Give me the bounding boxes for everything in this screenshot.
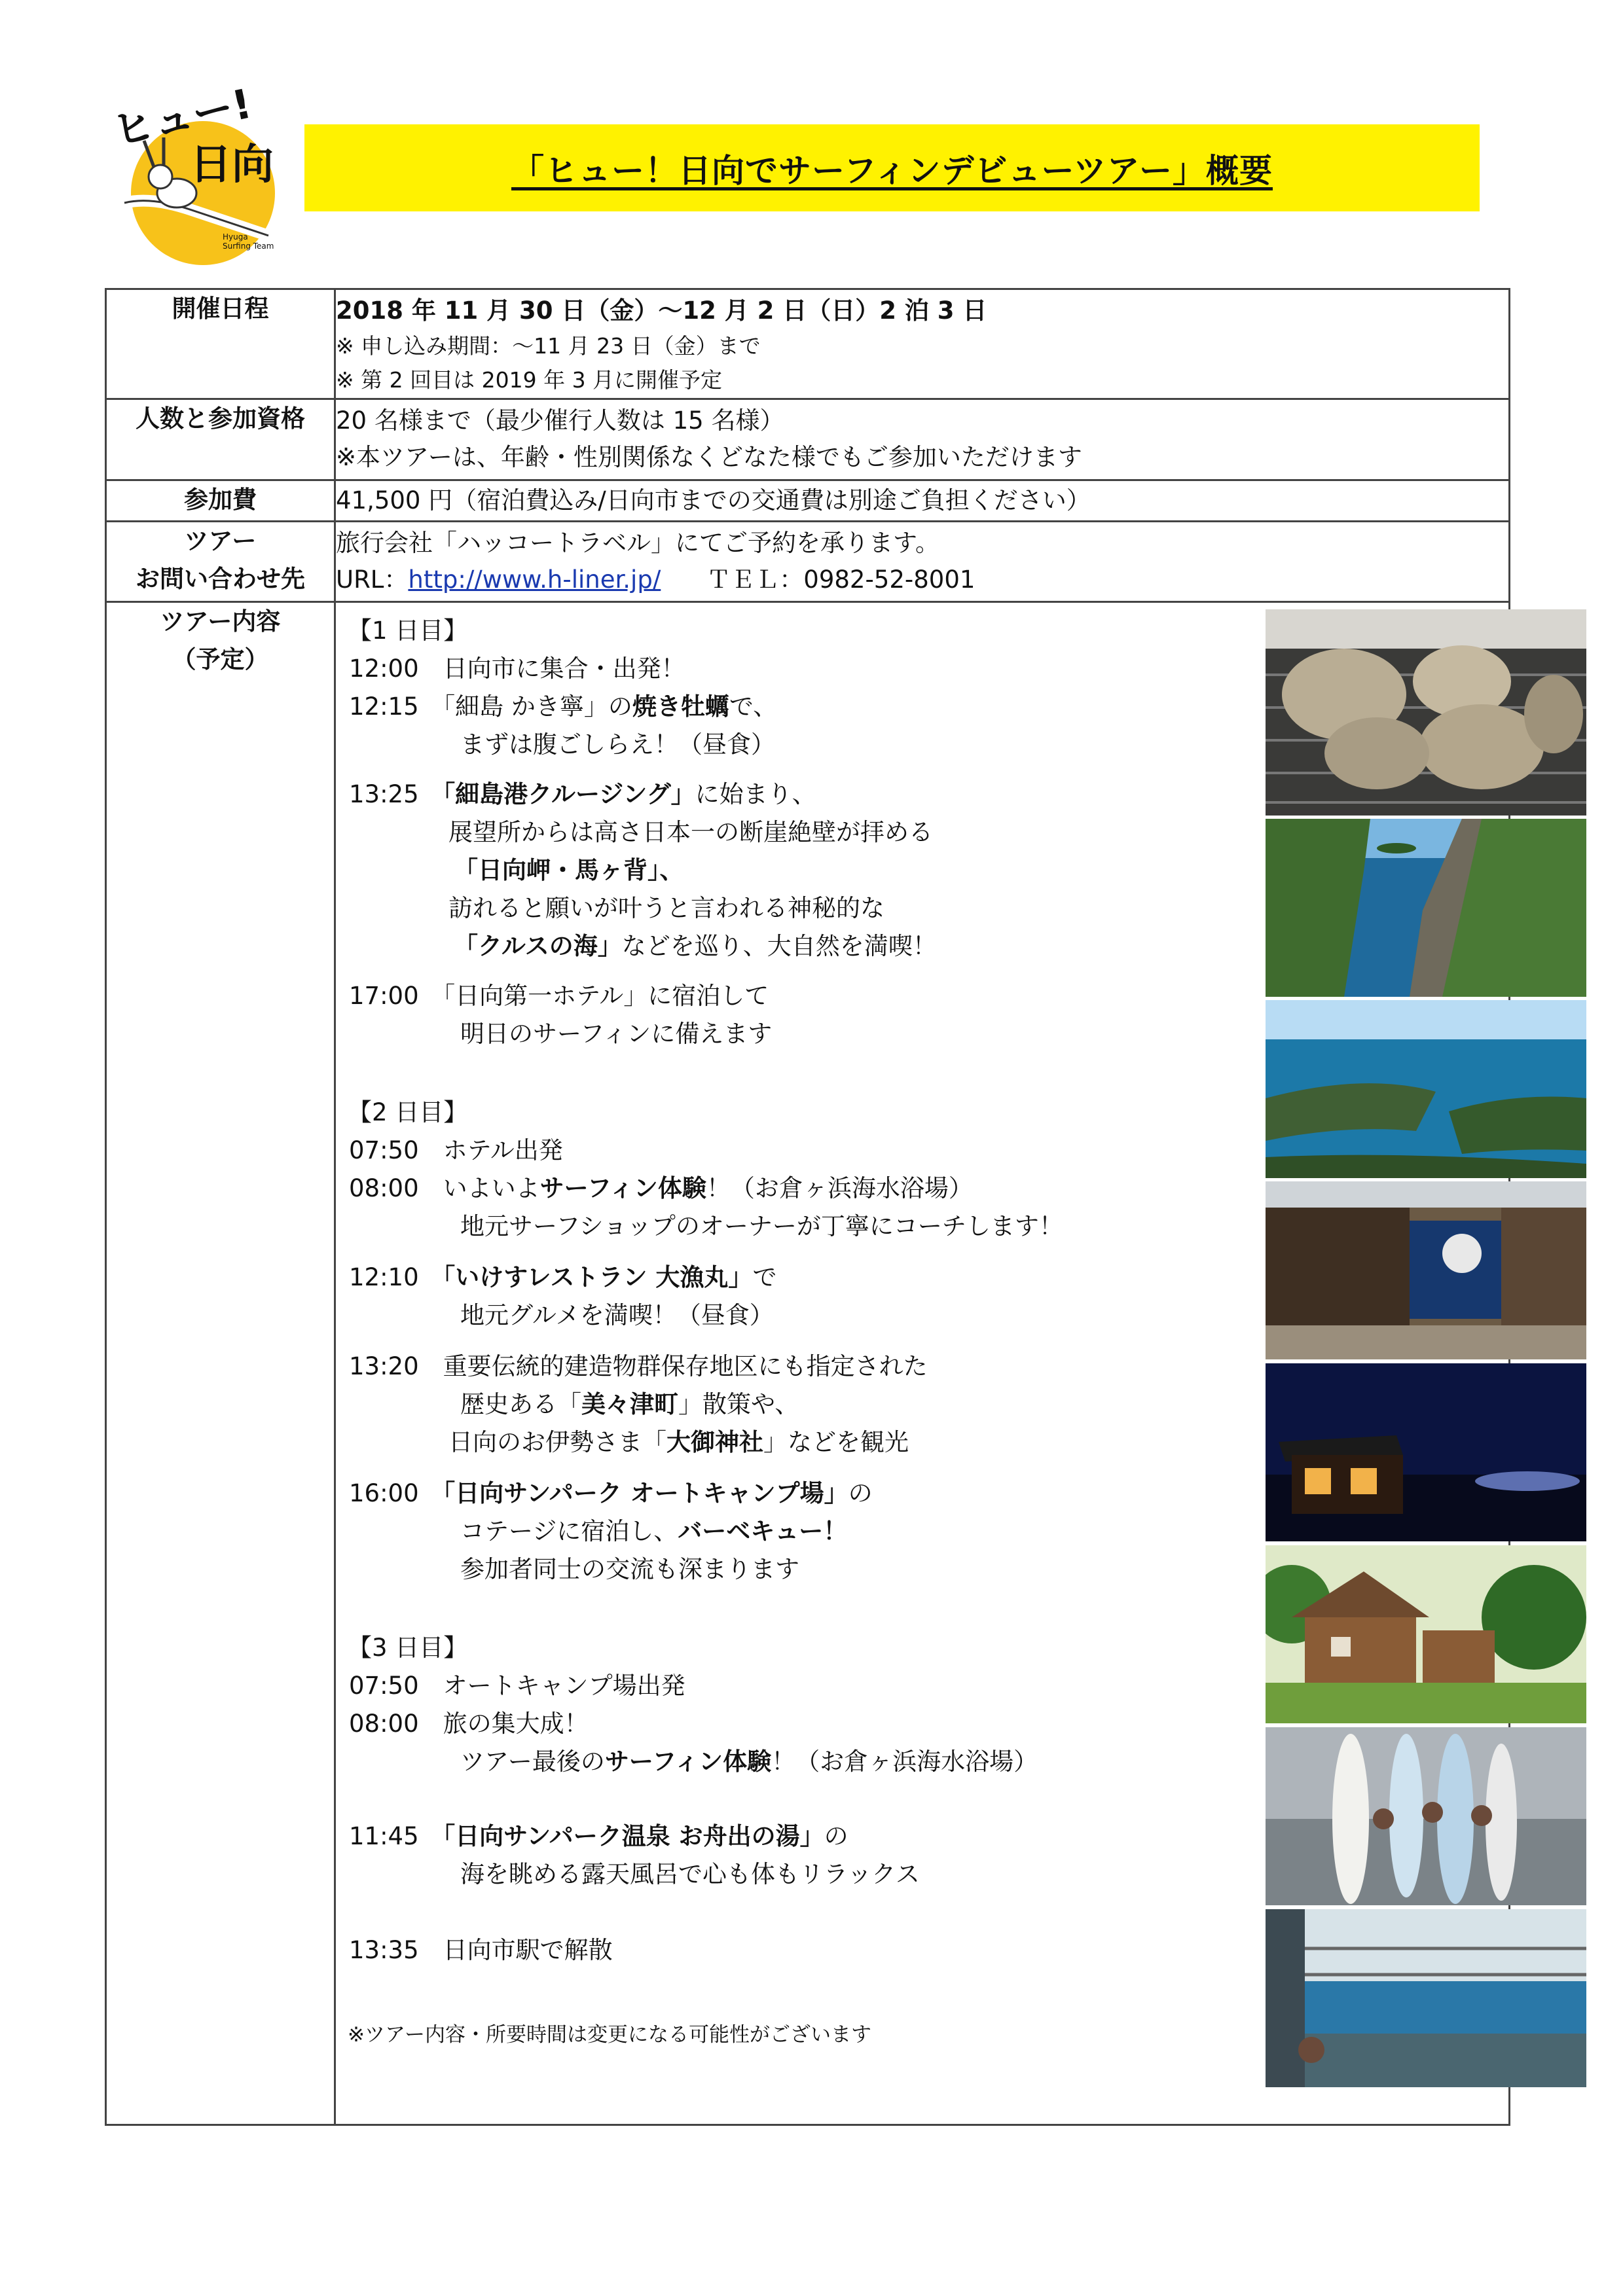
activity-text: 「日向第一ホテル」に宿泊して: [443, 982, 769, 1010]
activity-highlight: バーベキュー！: [678, 1517, 848, 1545]
activity-text: 重要伝統的建造物群保存地区にも指定された: [443, 1352, 928, 1380]
day1-header: 【1 日目】: [348, 617, 468, 645]
table-row-contact: [106, 522, 1510, 602]
activity-highlight: サーフィン体験: [539, 1174, 706, 1202]
schedule-item: [349, 1704, 589, 1739]
schedule-item: [454, 926, 937, 961]
label-contact-line-2: お問い合わせ先: [136, 565, 305, 593]
day3-header: 【3 日目】: [348, 1634, 468, 1662]
schedule-item: [349, 1930, 613, 1965]
content-contact: [335, 522, 1510, 602]
activity-text: ！（お倉ヶ浜海水浴場）: [771, 1748, 1038, 1776]
time: 12:00: [349, 655, 419, 683]
schedule-item: [349, 1816, 848, 1852]
activity-highlight: 焼き牡蠣: [632, 692, 729, 721]
activity-highlight: 「日向サンパーク温泉 お舟出の湯」: [443, 1822, 824, 1850]
schedule-item: [460, 1511, 847, 1547]
time: 13:20: [349, 1352, 419, 1380]
activity-text: 地元グルメを満喫！（昼食）: [460, 1301, 774, 1329]
activity-text: 訪れると願いが叶うと言われる神秘的な: [448, 894, 884, 922]
schedule-item: [349, 687, 777, 722]
fee-line: 41,500 円（宿泊費込み/日向市までの交通費は別途ご負担ください）: [336, 486, 1091, 514]
grilled-oyster-photo: [1266, 609, 1586, 816]
schedule-item: [349, 1666, 685, 1701]
logo-text-bottom: 日向: [190, 141, 274, 189]
time: 08:00: [349, 1710, 419, 1738]
activity-text: などを巡り、大自然を満喫！: [621, 932, 937, 960]
url-label: URL：: [336, 565, 409, 594]
activity-text: の: [824, 1822, 848, 1850]
schedule-item: [349, 1473, 873, 1509]
capacity-line-2: ※本ツアーは、年齢・性別関係なくどなた様でもご参加いただけます: [336, 443, 1082, 471]
schedule-item: [460, 1742, 1038, 1777]
activity-highlight: 「日向サンパーク オートキャンプ場」: [443, 1479, 848, 1507]
activity-highlight: 「細島港クルージング」: [443, 780, 695, 808]
schedule-item: [460, 1384, 799, 1420]
label-contact-line-1: ツアー: [184, 527, 257, 555]
activity-text: コテージに宿泊し、: [460, 1517, 678, 1545]
activity-highlight: サーフィン体験: [604, 1748, 772, 1776]
schedule-item: [349, 1346, 928, 1382]
content-tour: [335, 602, 1510, 2125]
travel-agency-link[interactable]: http://www.h-liner.jp/: [408, 565, 661, 594]
content-capacity: [335, 399, 1510, 480]
label-tour: [106, 602, 335, 2125]
schedule-note-1: ※ 申し込み期間：～11 月 23 日（金）まで: [336, 333, 761, 359]
activity-text: 日向市駅で解散: [443, 1936, 613, 1964]
contact-line-2: [336, 562, 1508, 598]
old-town-street-photo: [1266, 1181, 1586, 1359]
overview-table: [105, 288, 1510, 2126]
schedule-item: [349, 976, 769, 1011]
activity-text: いよいよ: [443, 1174, 540, 1202]
activity-text: の: [848, 1479, 873, 1507]
capacity-line-1: 20 名様まで（最少催行人数は 15 名様）: [336, 406, 784, 435]
label-schedule: 開催日程: [106, 289, 335, 399]
logo-text-top: ヒュー!: [108, 79, 256, 156]
shrine-night-photo: [1266, 1363, 1586, 1541]
label-fee: 参加費: [106, 480, 335, 522]
activity-text: まずは腹ごしらえ！（昼食）: [460, 730, 775, 759]
page-title: 「ヒュー！日向でサーフィンデビューツアー」概要: [511, 151, 1273, 190]
schedule-item: [349, 1257, 776, 1293]
logo: [98, 72, 288, 268]
activity-text: で、: [729, 692, 778, 721]
activity-highlight: 大御神社: [666, 1428, 763, 1456]
table-row-schedule: [106, 289, 1510, 399]
time: 11:45: [349, 1822, 419, 1850]
activity-highlight: 美々津町: [581, 1390, 678, 1418]
surfboards-beach-photo: [1266, 1727, 1586, 1905]
activity-text: に始まり、: [695, 780, 816, 808]
title-banner: [304, 124, 1480, 211]
activity-text: 」などを観光: [763, 1428, 909, 1456]
time: 07:50: [349, 1672, 419, 1700]
activity-text: ！（お倉ヶ浜海水浴場）: [706, 1174, 973, 1202]
schedule-item: [349, 649, 685, 684]
activity-text: ツアー最後の: [460, 1748, 605, 1776]
table-row-tour: [106, 602, 1510, 2125]
activity-text: ホテル出発: [443, 1136, 563, 1164]
activity-text: 旅の集大成！: [443, 1710, 589, 1738]
logo-subtext: Hyuga Surfing Team: [223, 232, 274, 251]
cliff-coast-photo: [1266, 819, 1586, 997]
content-fee: [335, 480, 1510, 522]
activity-text: 日向市に集合・出発！: [443, 655, 685, 683]
label-tour-line-2: （予定）: [172, 645, 269, 673]
cottage-photo: [1266, 1545, 1586, 1723]
time: 08:00: [349, 1174, 419, 1202]
tel-number: ＴＥＬ：0982-52-8001: [706, 565, 976, 594]
activity-highlight: 「いけすレストラン 大漁丸」: [443, 1263, 753, 1291]
time: 16:00: [349, 1479, 419, 1507]
activity-text: 海を眺める露天風呂で心も体もリラックス: [460, 1860, 920, 1888]
time: 07:50: [349, 1136, 419, 1164]
onsen-sea-view-photo: [1266, 1909, 1586, 2087]
blue-sea-photo: [1266, 1000, 1586, 1178]
contact-line-1: 旅行会社「ハッコートラベル」にてご予約を承ります。: [336, 529, 940, 557]
time: 13:25: [349, 780, 419, 808]
activity-highlight: 「クルスの海」: [454, 932, 622, 960]
activity-text: で: [752, 1263, 777, 1291]
activity-text: 歴史ある「: [460, 1390, 581, 1418]
time: 12:10: [349, 1263, 419, 1291]
schedule-item: [349, 1130, 563, 1166]
table-row-capacity: [106, 399, 1510, 480]
activity-text: オートキャンプ場出発: [443, 1672, 685, 1700]
time: 12:15: [349, 692, 419, 721]
activity-text: 」散策や、: [678, 1390, 799, 1418]
time: 17:00: [349, 982, 419, 1010]
table-row-fee: [106, 480, 1510, 522]
schedule-note-2: ※ 第 2 回目は 2019 年 3 月に開催予定: [336, 367, 723, 393]
day2-header: 【2 日目】: [348, 1098, 468, 1126]
activity-text: 明日のサーフィンに備えます: [460, 1020, 773, 1048]
schedule-item: [448, 1422, 909, 1458]
schedule-main: 2018 年 11 月 30 日（金）～12 月 2 日（日）2 泊 3 日: [336, 296, 987, 325]
activity-text: 参加者同士の交流も深まります: [460, 1555, 799, 1583]
content-schedule: [335, 289, 1510, 399]
tour-schedule: [336, 603, 1508, 2124]
tour-footnote: ※ツアー内容・所要時間は変更になる可能性がございます: [348, 2023, 872, 2047]
label-tour-line-1: ツアー内容: [160, 607, 281, 636]
activity-text: 地元サーフショップのオーナーが丁寧にコーチします！: [460, 1212, 1063, 1240]
activity-text: 日向のお伊勢さま「: [448, 1428, 666, 1456]
activity-text: 「細島 かき寧」の: [443, 692, 632, 721]
activity-text: 展望所からは高さ日本一の断崖絶壁が拝める: [448, 818, 933, 846]
label-contact: [106, 522, 335, 602]
schedule-item: [349, 774, 816, 810]
schedule-item: [349, 1168, 973, 1204]
activity-highlight: 「日向岬・馬ヶ背」、: [454, 856, 684, 884]
time: 13:35: [349, 1936, 419, 1964]
label-capacity: 人数と参加資格: [106, 399, 335, 480]
